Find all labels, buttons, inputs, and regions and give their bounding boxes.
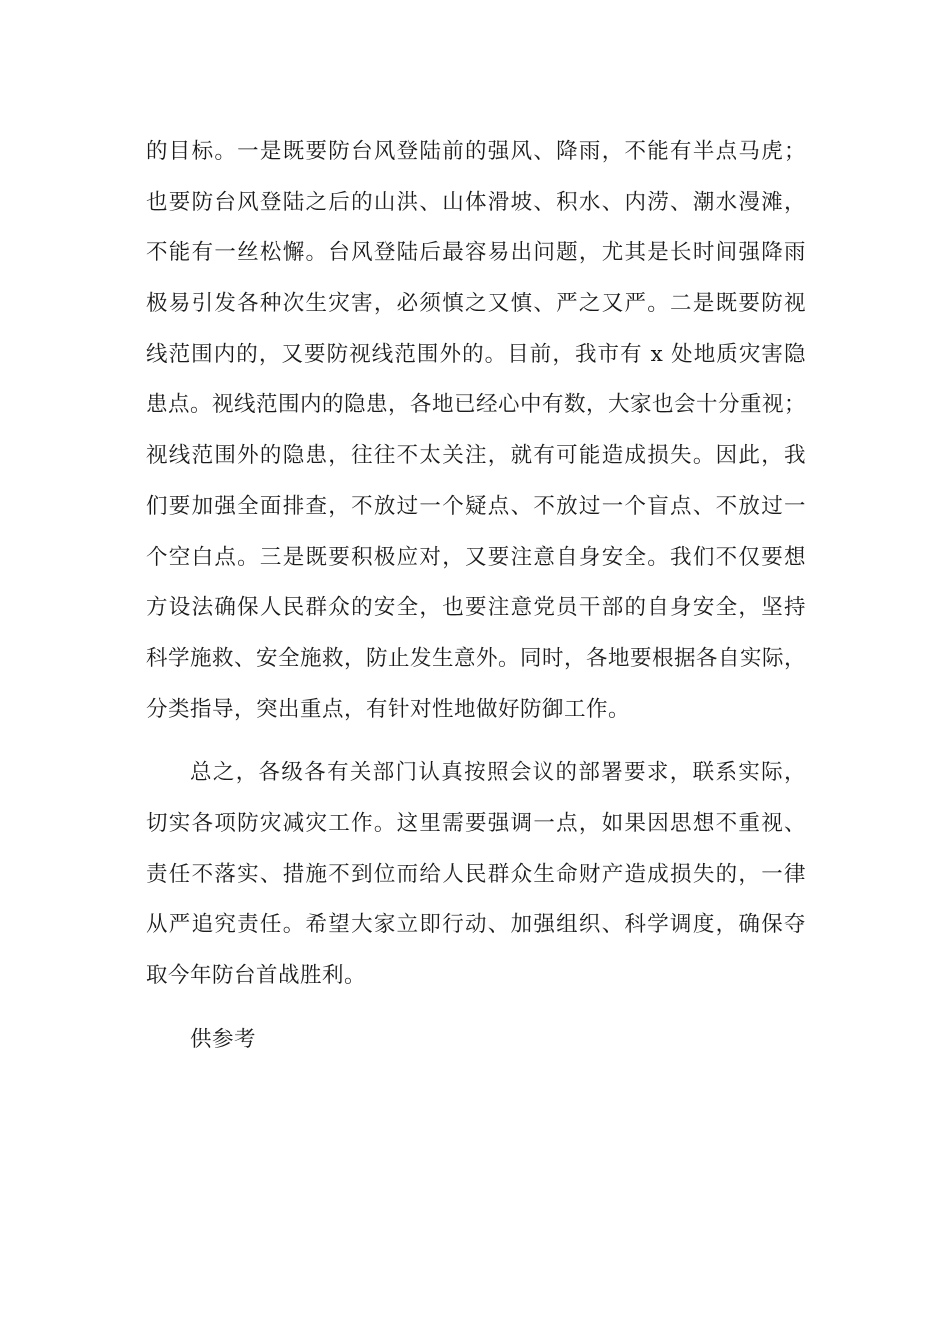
text-line: 极易引发各种次生灾害，必须慎之又慎、严之又严。二是既要防视: [146, 291, 806, 317]
paragraph-2: [146, 748, 806, 1001]
text-line: 科学施救、安全施救，防止发生意外。同时，各地要根据各自实际，: [146, 645, 807, 671]
document-body: [146, 127, 806, 1065]
text-line: 责任不落实、措施不到位而给人民群众生命财产造成损失的，一律: [146, 861, 806, 887]
text-line: 个空白点。三是既要积极应对，又要注意自身安全。我们不仅要想: [146, 544, 806, 570]
text-line: 也要防台风登陆之后的山洪、山体滑坡、积水、内涝、潮水漫滩，: [146, 189, 806, 215]
text-line: 视线范围外的隐患，往往不太关注，就有可能造成损失。因此，我: [146, 443, 806, 469]
text-line: 分类指导，突出重点，有针对性地做好防御工作。: [146, 696, 631, 722]
text-line: 不能有一丝松懈。台风登陆后最容易出问题，尤其是长时间强降雨: [146, 240, 806, 266]
text-line: 患点。视线范围内的隐患，各地已经心中有数，大家也会十分重视；: [146, 392, 807, 418]
paragraph-spacer: [146, 735, 806, 748]
paragraph-3: [146, 1015, 806, 1066]
text-line: 总之，各级各有关部门认真按照会议的部署要求，联系实际，: [190, 760, 806, 786]
text-line: 切实各项防灾减灾工作。这里需要强调一点，如果因思想不重视、: [146, 810, 806, 836]
text-line: 们要加强全面排查，不放过一个疑点、不放过一个盲点、不放过一: [146, 493, 806, 519]
text-line: 方设法确保人民群众的安全，也要注意党员干部的自身安全，坚持: [146, 595, 806, 621]
text-line: 线范围内的，又要防视线范围外的。目前，我市有 x 处地质灾害隐: [146, 341, 806, 367]
closing-note: 供参考: [190, 1026, 257, 1052]
text-line: 取今年防台首战胜利。: [146, 963, 367, 988]
text-line: 从严追究责任。希望大家立即行动、加强组织、科学调度，确保夺: [146, 912, 806, 938]
text-line: 的目标。一是既要防台风登陆前的强风、降雨，不能有半点马虎；: [146, 139, 806, 164]
paragraph-spacer: [146, 1002, 806, 1015]
paragraph-1: [146, 127, 806, 735]
